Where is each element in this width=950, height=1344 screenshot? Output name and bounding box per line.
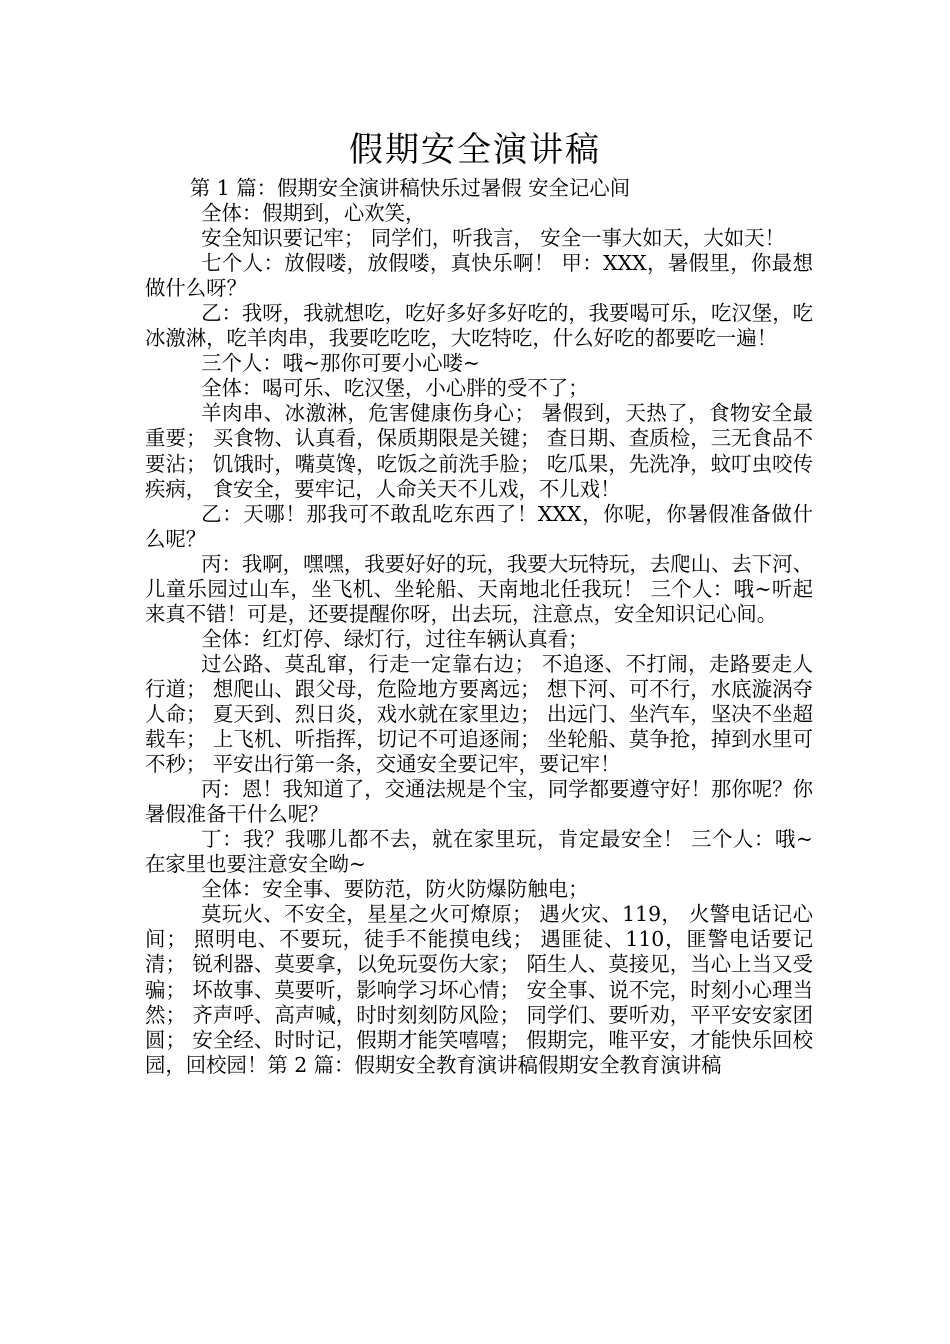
paragraph: 过公路、莫乱窜，行走一定靠右边； 不追逐、不打闹，走路要走人行道； 想爬山、跟父母，危险地方要离远； 想下河、可不行，水底漩涡夺人命； 夏天到、烈日炎，戏水就在家里边； 出远门、坐汽车，坚决不坐超载车； 上飞机、听指挥，切记不可追逐闹； 坐轮船、莫争抢，掉到水里可不秒； 平安出行第一条，交通安全要记牢，要记牢！ [145,651,813,777]
paragraph: 安全知识要记牢； 同学们，听我言， 安全一事大如天，大如天！ [201,226,785,251]
paragraph: 第 1 篇：假期安全演讲稿快乐过暑假 安全记心间 [189,176,631,200]
paragraph: 莫玩火、不安全，星星之火可燎原； 遇火灾、119， 火警电话记心间； 照明电、不要玩，徒手不能摸电线； 遇匪徒、110，匪警电话要记清； 锐利器、莫要拿，以免玩耍伤大家； 陌生人、莫接见，当心上当又受骗； 坏故事、莫要听，影响学习坏心情； 安全事、说不完，时刻小心理当然； 齐声呼、高声喊，时时刻刻防风险； 同学们、要听劝，平平安安家团圆； 安全经、时时记，假期才能笑嘻嘻； 假期完，唯平安，才能快乐回校园，回校园！第 2 篇：假期安全教育演讲稿假期安全教育演讲稿 [145,902,813,1077]
paragraph: 乙：天哪！那我可不敢乱吃东西了！XXX，你呢，你暑假准备做什么呢？ [145,501,813,551]
paragraph: 三个人：哦~那你可要小心喽~ [201,351,480,376]
paragraph: 全体：假期到，心欢笑， [201,201,426,226]
paragraph: 乙：我呀，我就想吃，吃好多好多好吃的，我要喝可乐，吃汉堡，吃冰激淋，吃羊肉串，我要吃吃吃，大吃特吃，什么好吃的都要吃一遍！ [145,301,813,351]
document-title: 假期安全演讲稿 [349,130,601,170]
paragraph: 丙：我啊，嘿嘿，我要好好的玩，我要大玩特玩，去爬山、去下河、儿童乐园过山车，坐飞机、坐轮船、天南地北任我玩！ 三个人：哦~听起来真不错！可是，还要提醒你呀，出去玩，注意点，安全知识记心间。 [145,551,813,626]
document-body [145,176,813,1078]
paragraph: 全体：红灯停、绿灯行，过往车辆认真看； [201,626,589,651]
paragraph: 七个人：放假喽，放假喽，真快乐啊！ 甲：XXX，暑假里，你最想做什么呀？ [145,251,813,301]
paragraph: 羊肉串、冰激淋，危害健康伤身心； 暑假到，天热了，食物安全最重要； 买食物、认真看，保质期限是关键； 查日期、查质检，三无食品不要沾； 饥饿时，嘴莫馋，吃饭之前洗手脸； 吃瓜果，先洗净，蚊叮虫咬传疾病， 食安全，要牢记，人命关天不儿戏，不儿戏！ [145,401,813,501]
paragraph: 全体：安全事、要防范，防火防爆防触电； [201,877,589,902]
paragraph: 丁：我？我哪儿都不去，就在家里玩，肯定最安全！ 三个人：哦~在家里也要注意安全呦~ [145,827,813,877]
paragraph: 丙：恩！我知道了，交通法规是个宝，同学都要遵守好！那你呢？你暑假准备干什么呢？ [145,777,813,827]
paragraph: 全体：喝可乐、吃汉堡，小心胖的受不了； [201,376,589,401]
